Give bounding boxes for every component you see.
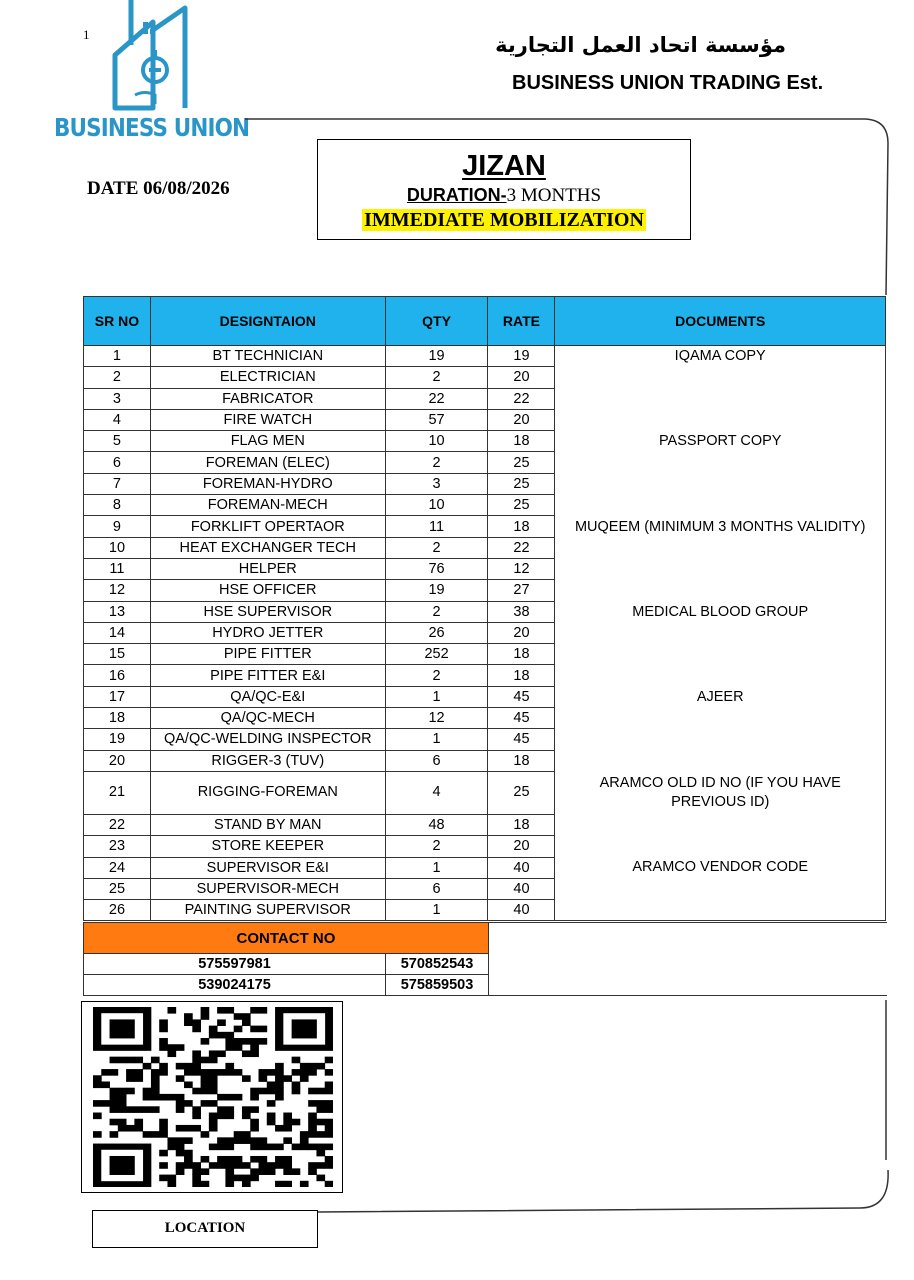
cell-designation: HYDRO JETTER (150, 622, 385, 643)
job-duration (318, 185, 690, 207)
cell-qty: 2 (385, 601, 488, 622)
cell-qty: 57 (385, 409, 488, 430)
cell-rate: 20 (488, 367, 555, 388)
cell-designation: FOREMAN (ELEC) (150, 452, 385, 473)
cell-qty: 1 (385, 686, 488, 707)
cell-designation: FOREMAN-MECH (150, 495, 385, 516)
phone-number[interactable]: 539024175 (84, 975, 386, 996)
cell-qty: 48 (385, 814, 488, 835)
cell-designation: FORKLIFT OPERTAOR (150, 516, 385, 537)
cell-rate: 25 (488, 452, 555, 473)
cell-rate: 40 (488, 857, 555, 878)
cell-sr: 3 (84, 388, 151, 409)
cell-rate: 22 (488, 537, 555, 558)
cell-rate: 20 (488, 836, 555, 857)
document-aramco-old-id: ARAMCO OLD ID NO (IF YOU HAVE PREVIOUS ID) (555, 771, 886, 814)
header-documents: DOCUMENTS (555, 297, 886, 346)
cell-qty: 3 (385, 473, 488, 494)
cell-designation: STAND BY MAN (150, 814, 385, 835)
logo-text: BUSINESS UNION (54, 113, 250, 142)
document-ajeer: AJEER (555, 665, 886, 729)
cell-rate: 20 (488, 409, 555, 430)
cell-designation: RIGGING-FOREMAN (150, 771, 385, 814)
cell-sr: 9 (84, 516, 151, 537)
cell-sr: 20 (84, 750, 151, 771)
cell-sr: 10 (84, 537, 151, 558)
company-name-arabic: مؤسسة اتحاد العمل التجارية (495, 33, 786, 57)
table-row (84, 346, 886, 367)
company-name-english: BUSINESS UNION TRADING Est. (512, 72, 824, 94)
document-iqama: IQAMA COPY (555, 346, 886, 389)
cell-qty: 12 (385, 708, 488, 729)
cell-sr: 5 (84, 431, 151, 452)
cell-designation: FIRE WATCH (150, 409, 385, 430)
job-title-box (317, 139, 691, 240)
contact-blank-cell (489, 923, 887, 996)
cell-designation: PIPE FITTER (150, 644, 385, 665)
cell-designation: QA/QC-E&I (150, 686, 385, 707)
cell-qty: 76 (385, 558, 488, 579)
cell-designation: HEAT EXCHANGER TECH (150, 537, 385, 558)
qr-code-frame (81, 1001, 343, 1193)
cell-rate: 12 (488, 558, 555, 579)
cell-sr: 23 (84, 836, 151, 857)
duration-label: DURATION- (406, 185, 507, 205)
cell-sr: 17 (84, 686, 151, 707)
duration-value: 3 MONTHS (506, 185, 602, 206)
document-medical: MEDICAL BLOOD GROUP (555, 558, 886, 664)
table-row (84, 558, 886, 579)
table-row (84, 771, 886, 814)
cell-qty: 26 (385, 622, 488, 643)
qr-code[interactable] (93, 1007, 333, 1187)
cell-rate: 18 (488, 431, 555, 452)
cell-rate: 18 (488, 665, 555, 686)
contact-header-row (84, 923, 887, 954)
cell-designation: FLAG MEN (150, 431, 385, 452)
cell-qty: 6 (385, 878, 488, 899)
cell-sr: 4 (84, 409, 151, 430)
header-qty: QTY (385, 297, 488, 346)
cell-sr: 12 (84, 580, 151, 601)
table-row (84, 388, 886, 409)
cell-qty: 2 (385, 367, 488, 388)
cell-designation: SUPERVISOR-MECH (150, 878, 385, 899)
cell-sr: 18 (84, 708, 151, 729)
cell-rate: 25 (488, 473, 555, 494)
cell-sr: 13 (84, 601, 151, 622)
cell-rate: 25 (488, 495, 555, 516)
cell-qty: 19 (385, 346, 488, 367)
cell-rate: 22 (488, 388, 555, 409)
cell-sr: 8 (84, 495, 151, 516)
cell-rate: 45 (488, 686, 555, 707)
cell-rate: 20 (488, 622, 555, 643)
cell-rate: 18 (488, 814, 555, 835)
cell-designation: HELPER (150, 558, 385, 579)
cell-rate: 45 (488, 729, 555, 750)
document-passport: PASSPORT COPY (555, 388, 886, 494)
cell-sr: 24 (84, 857, 151, 878)
cell-sr: 22 (84, 814, 151, 835)
contact-header: CONTACT NO (84, 923, 489, 954)
cell-sr: 26 (84, 900, 151, 921)
cell-designation: STORE KEEPER (150, 836, 385, 857)
cell-designation: QA/QC-MECH (150, 708, 385, 729)
cell-rate: 19 (488, 346, 555, 367)
cell-qty: 11 (385, 516, 488, 537)
cell-qty: 252 (385, 644, 488, 665)
cell-sr: 25 (84, 878, 151, 899)
cell-qty: 2 (385, 836, 488, 857)
cell-designation: HSE SUPERVISOR (150, 601, 385, 622)
cell-rate: 40 (488, 878, 555, 899)
cell-qty: 6 (385, 750, 488, 771)
cell-sr: 1 (84, 346, 151, 367)
document-date: DATE 06/08/2026 (87, 178, 230, 199)
table-row (84, 814, 886, 835)
cell-qty: 1 (385, 900, 488, 921)
cell-designation: FOREMAN-HYDRO (150, 473, 385, 494)
header-sr-no: SR NO (84, 297, 151, 346)
header-designation: DESIGNTAION (150, 297, 385, 346)
cell-rate: 18 (488, 750, 555, 771)
cell-sr: 7 (84, 473, 151, 494)
cell-qty: 19 (385, 580, 488, 601)
cell-qty: 2 (385, 537, 488, 558)
table-row (84, 495, 886, 516)
phone-number[interactable]: 575597981 (84, 954, 386, 975)
cell-sr: 11 (84, 558, 151, 579)
cell-sr: 14 (84, 622, 151, 643)
cell-rate: 40 (488, 900, 555, 921)
cell-sr: 19 (84, 729, 151, 750)
job-city: JIZAN (462, 150, 546, 182)
phone-number[interactable]: 575859503 (386, 975, 489, 996)
table-header-row (84, 297, 886, 346)
cell-qty: 4 (385, 771, 488, 814)
cell-qty: 2 (385, 452, 488, 473)
mobilization-note: IMMEDIATE MOBILIZATION (364, 209, 644, 231)
document-muqeem: MUQEEM (MINIMUM 3 MONTHS VALIDITY) (555, 495, 886, 559)
cell-qty: 10 (385, 431, 488, 452)
cell-sr: 21 (84, 771, 151, 814)
header-rate: RATE (488, 297, 555, 346)
cell-rate: 25 (488, 771, 555, 814)
cell-rate: 27 (488, 580, 555, 601)
cell-qty: 22 (385, 388, 488, 409)
cell-designation: BT TECHNICIAN (150, 346, 385, 367)
cell-sr: 2 (84, 367, 151, 388)
cell-rate: 18 (488, 516, 555, 537)
cell-qty: 1 (385, 729, 488, 750)
table-row (84, 729, 886, 750)
cell-designation: HSE OFFICER (150, 580, 385, 601)
page-number: 1 (83, 27, 90, 42)
cell-sr: 16 (84, 665, 151, 686)
cell-sr: 6 (84, 452, 151, 473)
cell-designation: PAINTING SUPERVISOR (150, 900, 385, 921)
cell-sr: 15 (84, 644, 151, 665)
positions-table (83, 296, 886, 921)
cell-designation: SUPERVISOR E&I (150, 857, 385, 878)
cell-designation: FABRICATOR (150, 388, 385, 409)
cell-rate: 45 (488, 708, 555, 729)
cell-rate: 38 (488, 601, 555, 622)
cell-designation: RIGGER-3 (TUV) (150, 750, 385, 771)
location-label: LOCATION (92, 1210, 318, 1248)
cell-qty: 10 (385, 495, 488, 516)
cell-qty: 1 (385, 857, 488, 878)
cell-qty: 2 (385, 665, 488, 686)
phone-number[interactable]: 570852543 (386, 954, 489, 975)
cell-rate: 18 (488, 644, 555, 665)
cell-designation: ELECTRICIAN (150, 367, 385, 388)
document-spacer (555, 729, 886, 772)
table-row (84, 665, 886, 686)
contact-table (83, 922, 887, 996)
cell-designation: QA/QC-WELDING INSPECTOR (150, 729, 385, 750)
cell-designation: PIPE FITTER E&I (150, 665, 385, 686)
document-aramco-vendor: ARAMCO VENDOR CODE (555, 814, 886, 920)
